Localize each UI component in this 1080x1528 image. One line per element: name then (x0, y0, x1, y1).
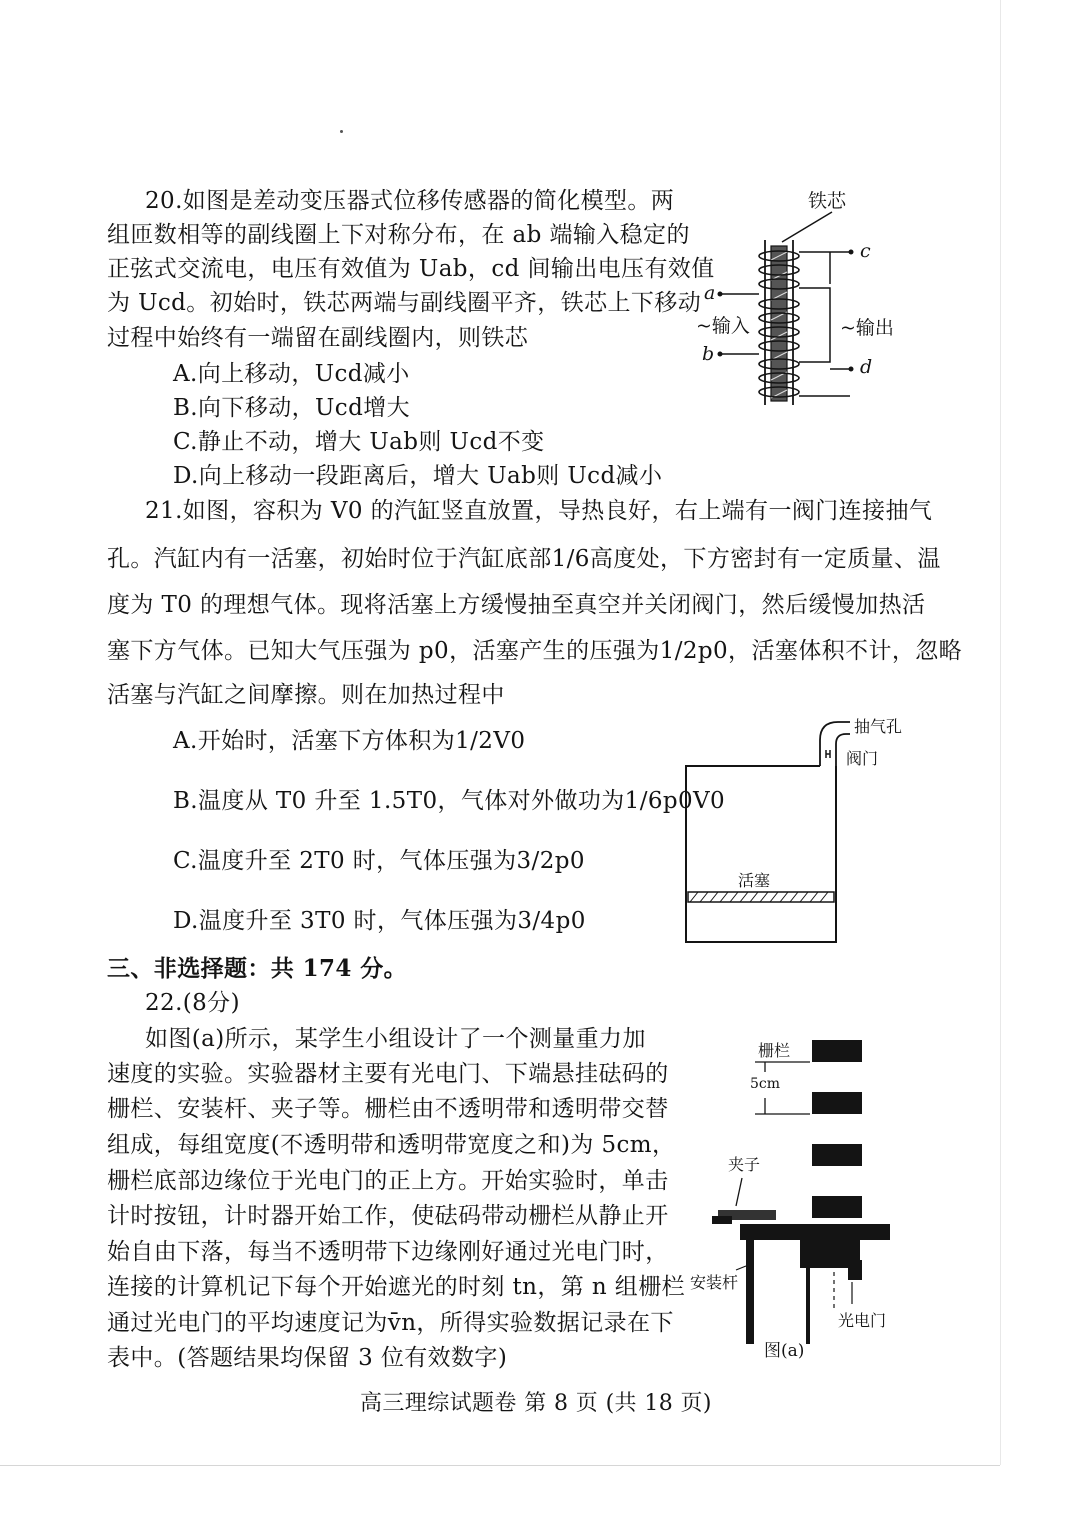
terminal-d-label: d (860, 356, 873, 378)
transformer-diagram (690, 180, 920, 415)
core-label: 铁芯 (808, 190, 847, 212)
scan-edge-bottom (0, 1465, 1000, 1466)
q20-line-3: 正弦式交流电，电压有效值为 Uab，cd 间输出电压有效值 (107, 256, 715, 282)
q22-line-8: 连接的计算机记下每个开始遮光的时刻 tn，第 n 组栅栏 (107, 1274, 686, 1300)
width-5cm-label: 5cm (750, 1076, 781, 1092)
q20-line-4: 为 Ucd。初始时，铁芯两端与副线圈平齐，铁芯上下移动 (107, 290, 702, 316)
q21-line-1: 21.如图，容积为 V0 的汽缸竖直放置，导热良好，右上端有一阀门连接抽气 (145, 498, 933, 524)
q22-line-6: 计时按钮，计时器开始工作，使砝码带动栅栏从静止开 (107, 1203, 669, 1229)
terminal-a-label: a (704, 282, 716, 304)
photogate-label: 光电门 (838, 1311, 887, 1330)
output-label: ~输出 (840, 317, 894, 339)
q22-line-3: 栅栏、安装杆、夹子等。栅栏由不透明带和透明带交替 (107, 1096, 669, 1122)
q22-line-2: 速度的实验。实验器材主要有光电门、下端悬挂砝码的 (107, 1061, 669, 1087)
q20-line-1: 20.如图是差动变压器式位移传感器的简化模型。两 (145, 188, 675, 214)
terminal-c-label: c (860, 240, 871, 262)
clip-label: 夹子 (728, 1155, 761, 1174)
q22-line-10: 表中。(答题结果均保留 3 位有效数字) (107, 1345, 508, 1371)
q22-line-5: 栅栏底部边缘位于光电门的正上方。开始实验时，单击 (107, 1168, 669, 1194)
fence-label: 栅栏 (758, 1041, 791, 1060)
q21-option-c: C.温度升至 2T0 时，气体压强为3/2p0 (173, 848, 585, 874)
q20-line-2: 组匝数相等的副线圈上下对称分布，在 ab 端输入稳定的 (107, 222, 690, 248)
figure-a-caption: 图(a) (764, 1341, 805, 1361)
q22-line-4: 组成，每组宽度(不透明带和透明带宽度之和)为 5cm， (107, 1132, 676, 1158)
q22-line-7: 始自由下落，每当不透明带下边缘刚好通过光电门时， (107, 1239, 669, 1265)
q21-option-a: A.开始时，活塞下方体积为1/2V0 (173, 728, 526, 754)
q21-option-b: B.温度从 T0 升至 1.5T0，气体对外做功为1/6p0V0 (173, 788, 726, 814)
q20-option-d: D.向上移动一段距离后，增大 Uab则 Ucd减小 (173, 463, 663, 489)
q21-option-d: D.温度升至 3T0 时，气体压强为3/4p0 (173, 908, 586, 934)
q20-line-5: 过程中始终有一端留在副线圈内，则铁芯 (107, 325, 529, 351)
exhaust-hole-label: 抽气孔 (854, 717, 903, 736)
piston-label: 活塞 (738, 871, 771, 890)
scan-speck (340, 130, 343, 133)
section-3-heading: 三、非选择题：共 174 分。 (107, 955, 408, 982)
q21-cylinder-figure (680, 710, 910, 950)
q20-transformer-figure (690, 180, 920, 415)
q22-header: 22.(8分) (145, 990, 240, 1016)
q20-option-b: B.向下移动，Ucd增大 (173, 395, 411, 421)
q22-line-9: 通过光电门的平均速度记为v̄n，所得实验数据记录在下 (107, 1310, 674, 1336)
q20-option-a: A.向上移动，Ucd减小 (173, 361, 410, 387)
q21-line-2: 孔。汽缸内有一活塞，初始时位于汽缸底部1/6高度处，下方密封有一定质量、温 (107, 546, 941, 572)
q22-line-1: 如图(a)所示，某学生小组设计了一个测量重力加 (145, 1026, 646, 1052)
mounting-rod-label: 安装杆 (690, 1273, 739, 1292)
q21-line-3: 度为 T0 的理想气体。现将活塞上方缓慢抽至真空并关闭阀门，然后缓慢加热活 (107, 592, 926, 618)
scan-edge-right (1000, 0, 1001, 1465)
q21-line-5: 活塞与汽缸之间摩擦。则在加热过程中 (107, 682, 505, 708)
valve-label: 阀门 (846, 749, 879, 768)
input-label: ~输入 (696, 315, 750, 337)
q21-line-4: 塞下方气体。已知大气压强为 p0，活塞产生的压强为1/2p0，活塞体积不计，忽略 (107, 638, 963, 664)
terminal-b-label: b (702, 343, 715, 365)
page-footer: 高三理综试题卷 第 8 页 (共 18 页) (360, 1391, 712, 1416)
q22-fence-figure (680, 1020, 910, 1365)
q20-option-c: C.静止不动，增大 Uab则 Ucd不变 (173, 429, 545, 455)
